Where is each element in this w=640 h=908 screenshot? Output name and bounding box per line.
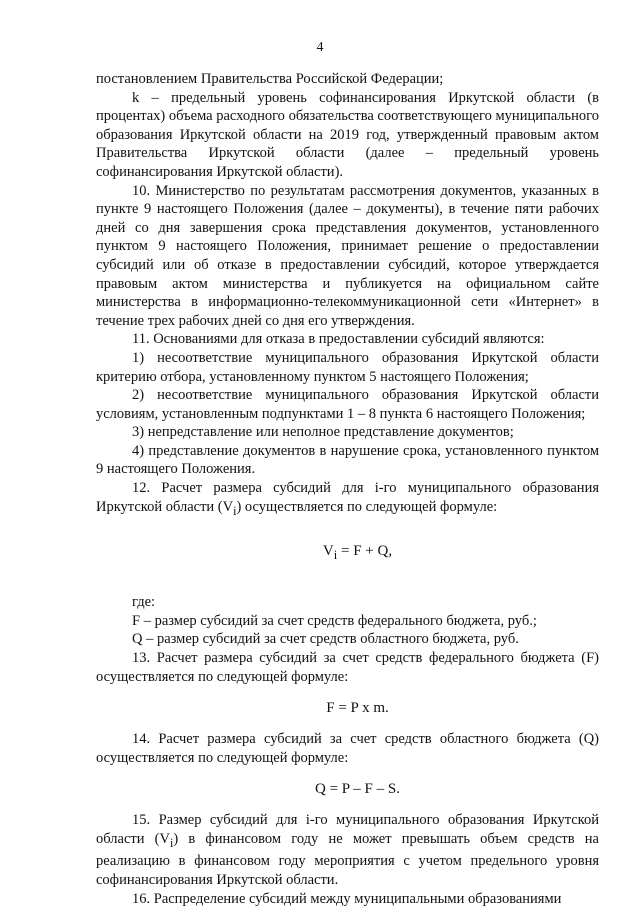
list-item-3: 3) непредставление или неполное представление документов; (132, 424, 514, 441)
list-item-1: 1) несоответствие муниципального образования Иркутской области критерию отбора, установленному пунктом 5 настоящего Положения; (96, 349, 599, 385)
paragraph-15 (96, 811, 599, 889)
paragraph-12-text: 12. Расчет размера субсидий для i-го муниципального образования Иркутской области (V (96, 480, 599, 515)
list-item-2: 2) несоответствие муниципального образования Иркутской области условиям, установленным подпунктами 1 – 8 пункта 6 настоящего Положения; (96, 387, 599, 422)
formula-vi-rest: = F + Q, (337, 543, 393, 560)
formula-vi (96, 542, 599, 564)
paragraph-16: 16. Распределение субсидий между муниципальными образованиями (132, 890, 562, 907)
formula-f: F = P x m. (326, 700, 389, 717)
formula-vi-v: V (322, 543, 334, 560)
paragraph-15-text-end: ) в финансовом году не может превышать объем средств на реализацию в финансовом году мероприятия с учетом предельного уровня софинансирования Иркутской области. (96, 830, 599, 888)
paragraph-15-text: 15. Размер субсидий для i-го муниципального образования Иркутской области (V (96, 812, 599, 847)
definition-q: Q – размер субсидий за счет средств областного бюджета, руб. (132, 631, 519, 648)
page-number: 4 (316, 40, 324, 55)
definition-f: F – размер субсидий за счет средств федерального бюджета, руб.; (132, 612, 537, 629)
paragraph-k-definition: k – предельный уровень софинансирования Иркутской области (в процентах) объема расходного обязательства соответствующего муниципального образования Иркутской области на 2019 год, утвержденный правовым актом Правительства Иркутской области (далее – предельный уровень софинансирования Иркутской области). (96, 89, 599, 180)
paragraph-10: 10. Министерство по результатам рассмотрения документов, указанных в пункте 9 настоящего Положения (далее – документы), в течение пяти рабочих дней со дня завершения срока представления документов, установленного пунктом 9 настоящего Положения, принимает решение о предоставлении субсидий или об отказе в предоставлении субсидий, которое утверждается правовым актом министерства и публикуется на официальном сайте министерства в информационно-телекоммуникационной сети «Интернет» в течение трех рабочих дней со дня его утверждения. (96, 182, 599, 329)
paragraph-12 (96, 479, 599, 520)
formula-vi-subscript: i (333, 548, 338, 563)
paragraph-12-text-end: ) осуществляется по следующей формуле: (236, 498, 498, 515)
paragraph-continuation: постановлением Правительства Российской Федерации; (96, 71, 444, 87)
paragraph-13: 13. Расчет размера субсидий за счет средств федерального бюджета (F) осуществляется по следующей формуле: (96, 649, 599, 685)
formula-q: Q = P – F – S. (314, 781, 400, 798)
paragraph-12-subscript: i (233, 503, 237, 518)
paragraph-15-subscript: i (169, 835, 174, 850)
paragraph-where: где: (132, 594, 156, 611)
document-body (96, 70, 599, 908)
list-item-4: 4) представление документов в нарушение срока, установленного пунктом 9 настоящего Положения. (96, 442, 599, 478)
paragraph-14: 14. Расчет размера субсидий за счет средств областного бюджета (Q) осуществляется по следующей формуле: (96, 731, 599, 766)
paragraph-11: 11. Основаниями для отказа в предоставлении субсидий являются: (132, 331, 545, 348)
